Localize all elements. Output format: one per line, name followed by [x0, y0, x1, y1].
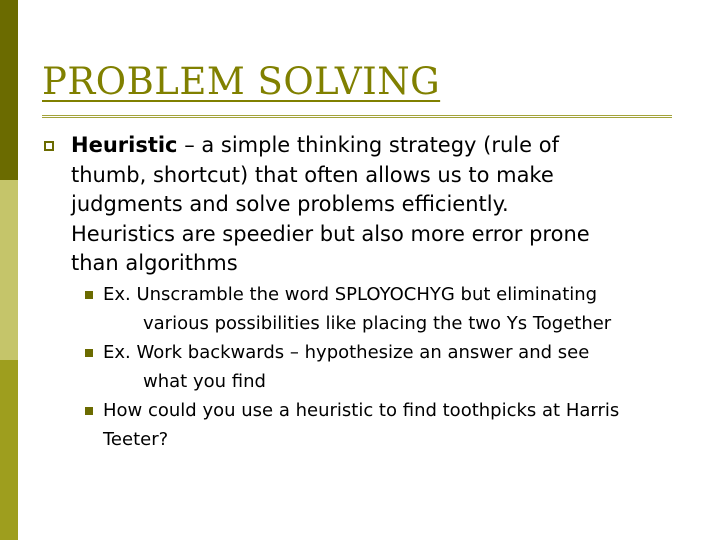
- main-bullet-line-3: judgments and solve problems efficiently.: [71, 192, 509, 216]
- sub-bullet-line: Teeter?: [103, 429, 169, 450]
- sub-bullet-line: Ex. Unscramble the word SPLOYOCHYG but eliminating: [103, 284, 598, 305]
- side-bar-bottom: [0, 360, 18, 540]
- slide-title: PROBLEM SOLVING: [42, 60, 441, 103]
- sub-bullet-line: what you find: [143, 371, 266, 392]
- main-bullet-line-5: than algorithms: [71, 251, 238, 275]
- sub-bullet-line: Ex. Work backwards – hypothesize an answer and see: [103, 342, 590, 363]
- main-bullet-line-4: Heuristics are speedier but also more error prone: [71, 221, 590, 246]
- sub-bullet-line: various possibilities like placing the two Ys Together: [143, 313, 612, 334]
- main-bullet-term: Heuristic: [71, 133, 178, 157]
- side-bar-middle: [0, 180, 18, 360]
- main-bullet-text: [71, 131, 691, 279]
- sub-bullet-item: [85, 280, 705, 338]
- sub-bullet-item: [85, 396, 705, 454]
- filled-square-bullet-icon: [85, 407, 93, 415]
- filled-square-bullet-icon: [85, 349, 93, 357]
- sub-bullet-item: [85, 338, 705, 396]
- sub-bullet-list: [85, 280, 705, 454]
- filled-square-bullet-icon: [85, 291, 93, 299]
- sub-bullet-line: How could you use a heuristic to find toothpicks at Harris: [103, 400, 620, 421]
- hollow-square-bullet-icon: [44, 141, 54, 151]
- title-divider: [42, 115, 672, 118]
- main-bullet-line-1: – a simple thinking strategy (rule of: [177, 133, 559, 157]
- side-bar-top: [0, 0, 18, 180]
- main-bullet-line-2: thumb, shortcut) that often allows us to make: [71, 162, 554, 187]
